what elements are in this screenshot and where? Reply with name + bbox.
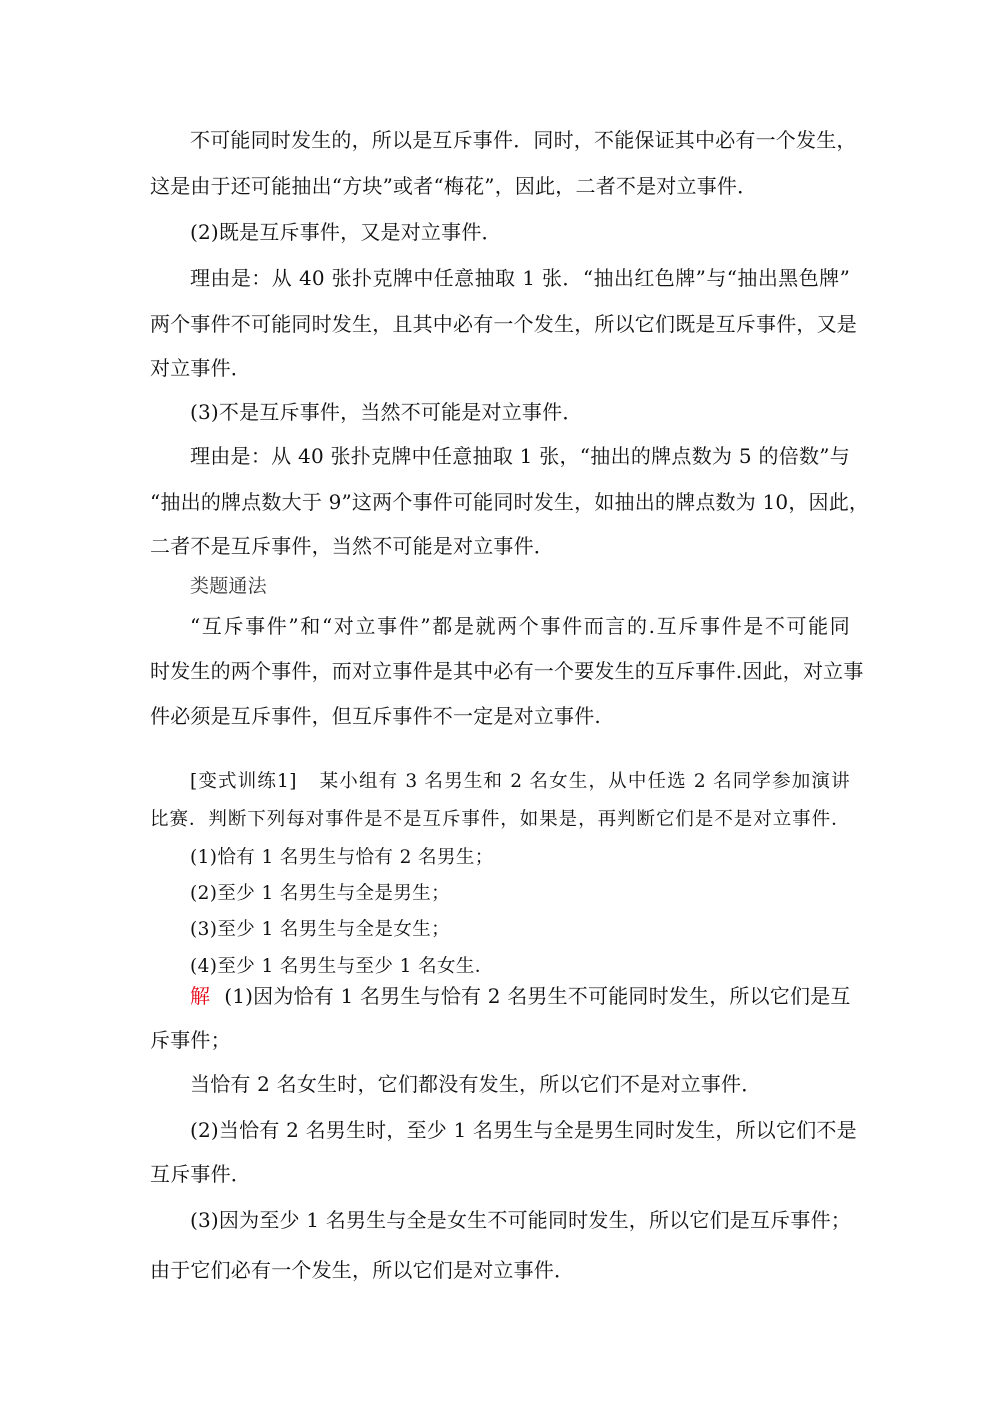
reason-line: 对立事件． bbox=[150, 356, 251, 380]
solution-line: 互斥事件． bbox=[150, 1162, 251, 1186]
solution-line: 由于它们必有一个发生，所以它们是对立事件． bbox=[150, 1258, 575, 1282]
exercise-item: (2)至少 1 名男生与全是男生； bbox=[190, 883, 451, 904]
reason-line: 两个事件不可能同时发生，且其中必有一个发生，所以它们既是互斥事件，又是 bbox=[150, 312, 857, 336]
method-line: “互斥事件”和“对立事件”都是就两个事件而言的.互斥事件是不可能同 bbox=[190, 614, 850, 638]
method-title: 类题通法 bbox=[190, 575, 267, 597]
reason-line: 二者不是互斥事件，当然不可能是对立事件． bbox=[150, 534, 554, 558]
exercise-line: 比赛．判断下列每对事件是不是互斥事件，如果是，再判断它们是不是对立事件． bbox=[150, 809, 850, 830]
exercise-item: (3)至少 1 名男生与全是女生； bbox=[190, 919, 451, 940]
item-3-heading: (3)不是互斥事件，当然不可能是对立事件． bbox=[190, 400, 583, 424]
exercise-intro bbox=[190, 768, 850, 796]
method-line: 时发生的两个事件，而对立事件是其中必有一个要发生的互斥事件.因此，对立事 bbox=[150, 659, 864, 683]
solution-label: 解 bbox=[190, 984, 211, 1008]
paragraph-line: 这是由于还可能抽出“方块”或者“梅花”，因此，二者不是对立事件． bbox=[150, 174, 758, 198]
exercise-item: (4)至少 1 名男生与至少 1 名女生． bbox=[190, 956, 494, 977]
exercise-label: [变式训练1] bbox=[190, 771, 297, 792]
exercise-text: 某小组有 3 名男生和 2 名女生，从中任选 2 名同学参加演讲 bbox=[318, 771, 850, 792]
method-line: 件必须是互斥事件，但互斥事件不一定是对立事件. bbox=[150, 704, 601, 728]
paragraph-line: 不可能同时发生的，所以是互斥事件．同时，不能保证其中必有一个发生， bbox=[190, 128, 857, 152]
solution-line: 当恰有 2 名女生时，它们都没有发生，所以它们不是对立事件． bbox=[190, 1072, 762, 1096]
solution-first-line bbox=[190, 982, 850, 1010]
solution-line: (2)当恰有 2 名男生时，至少 1 名男生与全是男生同时发生，所以它们不是 bbox=[190, 1118, 857, 1142]
reason-line: “抽出的牌点数大于 9”这两个事件可能同时发生，如抽出的牌点数为 10，因此， bbox=[150, 490, 870, 514]
solution-line: (3)因为至少 1 名男生与全是女生不可能同时发生，所以它们是互斥事件； bbox=[190, 1208, 851, 1232]
solution-line: 斥事件； bbox=[150, 1028, 231, 1052]
reason-line: 理由是：从 40 张扑克牌中任意抽取 1 张．“抽出红色牌”与“抽出黑色牌” bbox=[190, 266, 850, 290]
reason-line: 理由是：从 40 张扑克牌中任意抽取 1 张，“抽出的牌点数为 5 的倍数”与 bbox=[190, 444, 850, 468]
item-2-heading: (2)既是互斥事件，又是对立事件． bbox=[190, 220, 502, 244]
solution-text: (1)因为恰有 1 名男生与恰有 2 名男生不可能同时发生，所以它们是互 bbox=[224, 984, 851, 1008]
exercise-item: (1)恰有 1 名男生与恰有 2 名男生； bbox=[190, 847, 494, 868]
